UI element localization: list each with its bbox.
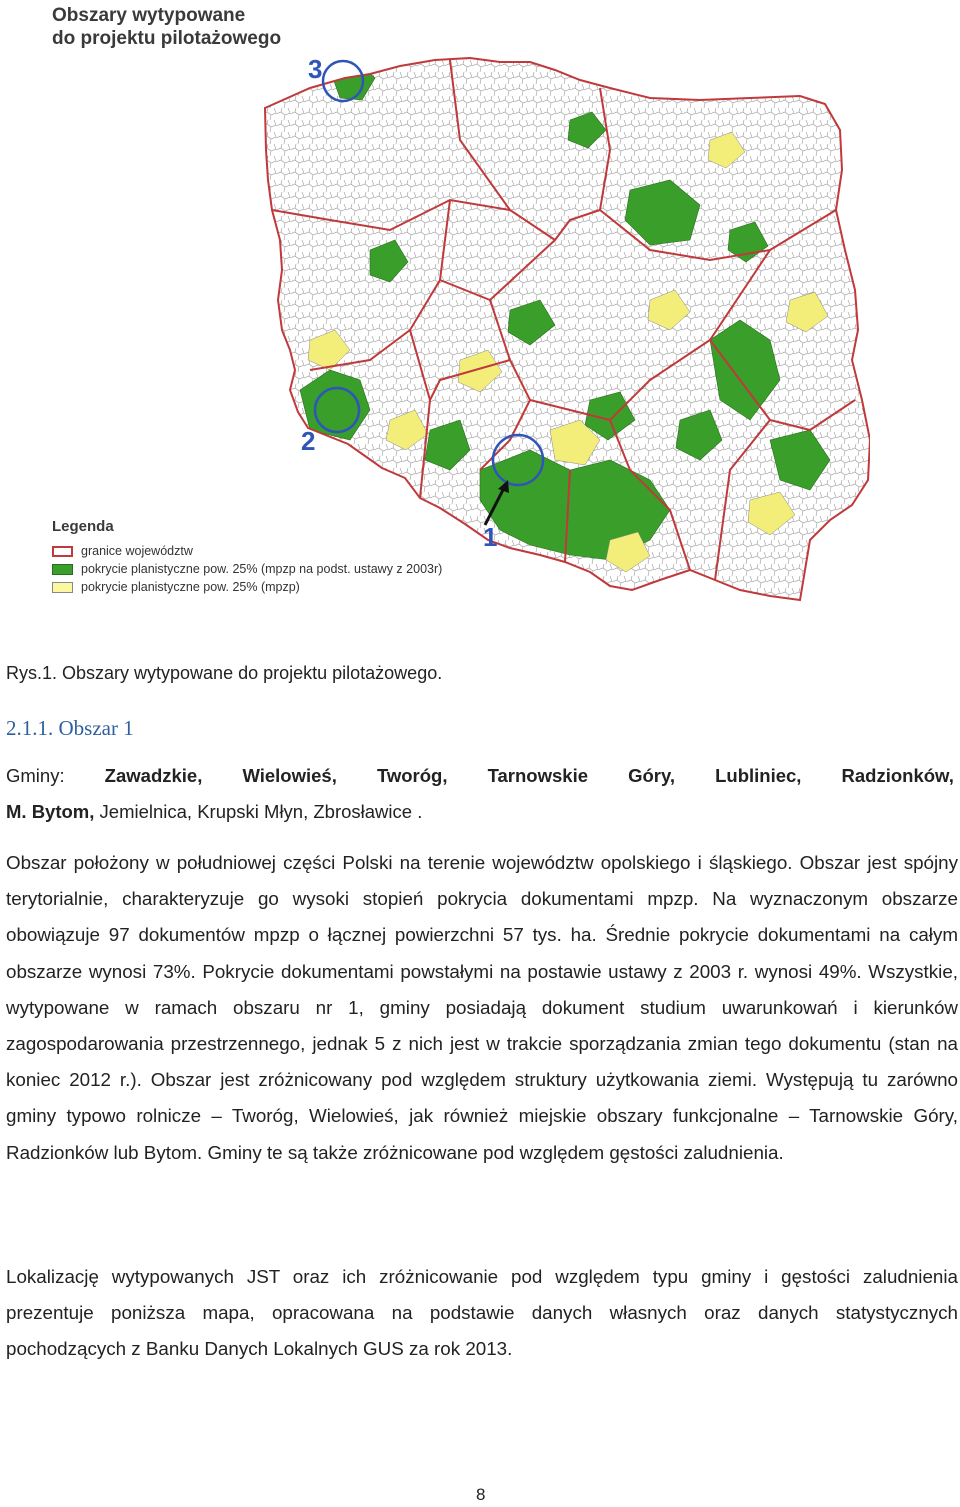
- paragraph-description: Obszar położony w południowej części Polski na terenie województw opolskiego i śląskiego. Obszar jest spójny terytorialnie, charakteryzuje go wysoki stopień pokrycia dokumentami mpzp. Na wyznaczonym obszarze obowiązuje 97 dokumentów mpzp o łącznej powierzchni 57 tys. ha. Średnie pokrycie dokumentami na całym obszarze wynosi 73%. Pokrycie dokumentami powstałymi na postawie ustawy z 2003 r. wynosi 49%. Wszystkie, wytypowane w ramach obszaru nr 1, gminy posiadają dokument studium uwarunkowań i kierunków zagospodarowania przestrzennego, jednak 5 z nich jest w trakcie sporządzania zmian tego dokumentu (stan na koniec 2012 r.). Obszar jest zróżnicowany pod względem struktury użytkowania ziemi. Występują tu zarówno gminy typowo rolnicze – Tworóg, Wielowieś, jak również miejskie obszary funkcjonalne – Tarnowskie Góry, Radzionków lub Bytom. Gminy te są także zróżnicowane pod względem gęstości zaludnienia.: [6, 852, 958, 1163]
- marker-label-1: 1: [483, 522, 498, 552]
- gminy-rest: Jemielnica, Krupski Młyn, Zbrosławice .: [94, 801, 423, 822]
- legend-swatch-yellow: [52, 582, 73, 593]
- legend-label: pokrycie planistyczne pow. 25% (mpzp): [81, 580, 300, 594]
- legend-title: Legenda: [52, 518, 114, 535]
- gmina-name: Zawadzkie,: [104, 765, 203, 786]
- gmina-name: Tarnowskie: [487, 765, 588, 786]
- gmina-name: Góry,: [628, 765, 676, 786]
- legend-item-borders: [52, 542, 442, 560]
- legend-item-green: [52, 560, 442, 578]
- legend-swatch-red-border: [52, 546, 73, 557]
- figure-caption: Rys.1. Obszary wytypowane do projektu pilotażowego.: [6, 663, 443, 683]
- gminy-line-1: [6, 758, 954, 794]
- map-legend: [52, 518, 442, 596]
- page-number: 8: [476, 1485, 486, 1504]
- legend-label: pokrycie planistyczne pow. 25% (mpzp na podst. ustawy z 2003r): [81, 562, 443, 576]
- paragraph-localization: Lokalizację wytypowanych JST oraz ich zróżnicowanie pod względem typu gminy i gęstości zaludnienia prezentuje poniższa mapa, opracowana na podstawie danych własnych oraz danych statystycznych pochodzących z Banku Danych Lokalnych GUS za rok 2013.: [6, 1266, 958, 1360]
- gminy-line-2: [6, 794, 954, 830]
- poland-map-figure: [10, 0, 870, 625]
- gmina-name: Radzionków,: [841, 765, 954, 786]
- gminy-label: Gminy:: [6, 765, 65, 786]
- section-heading: [6, 716, 134, 741]
- gmina-name: Wielowieś,: [242, 765, 337, 786]
- section-number: 2.1.1.: [6, 716, 54, 740]
- legend-swatch-green: [52, 564, 73, 575]
- legend-item-yellow: [52, 578, 442, 596]
- map-title: Obszary wytypowane do projektu pilotażowego: [52, 5, 282, 49]
- gmina-name: Tworóg,: [376, 765, 448, 786]
- section-title: Obszar 1: [58, 716, 134, 740]
- marker-label-2: 2: [301, 426, 316, 456]
- gmina-name: Lubliniec,: [715, 765, 802, 786]
- gmina-name-bytom: M. Bytom,: [6, 801, 95, 822]
- legend-label: granice województw: [81, 544, 193, 558]
- gminy-list: [6, 758, 954, 830]
- marker-label-3: 3: [308, 54, 323, 84]
